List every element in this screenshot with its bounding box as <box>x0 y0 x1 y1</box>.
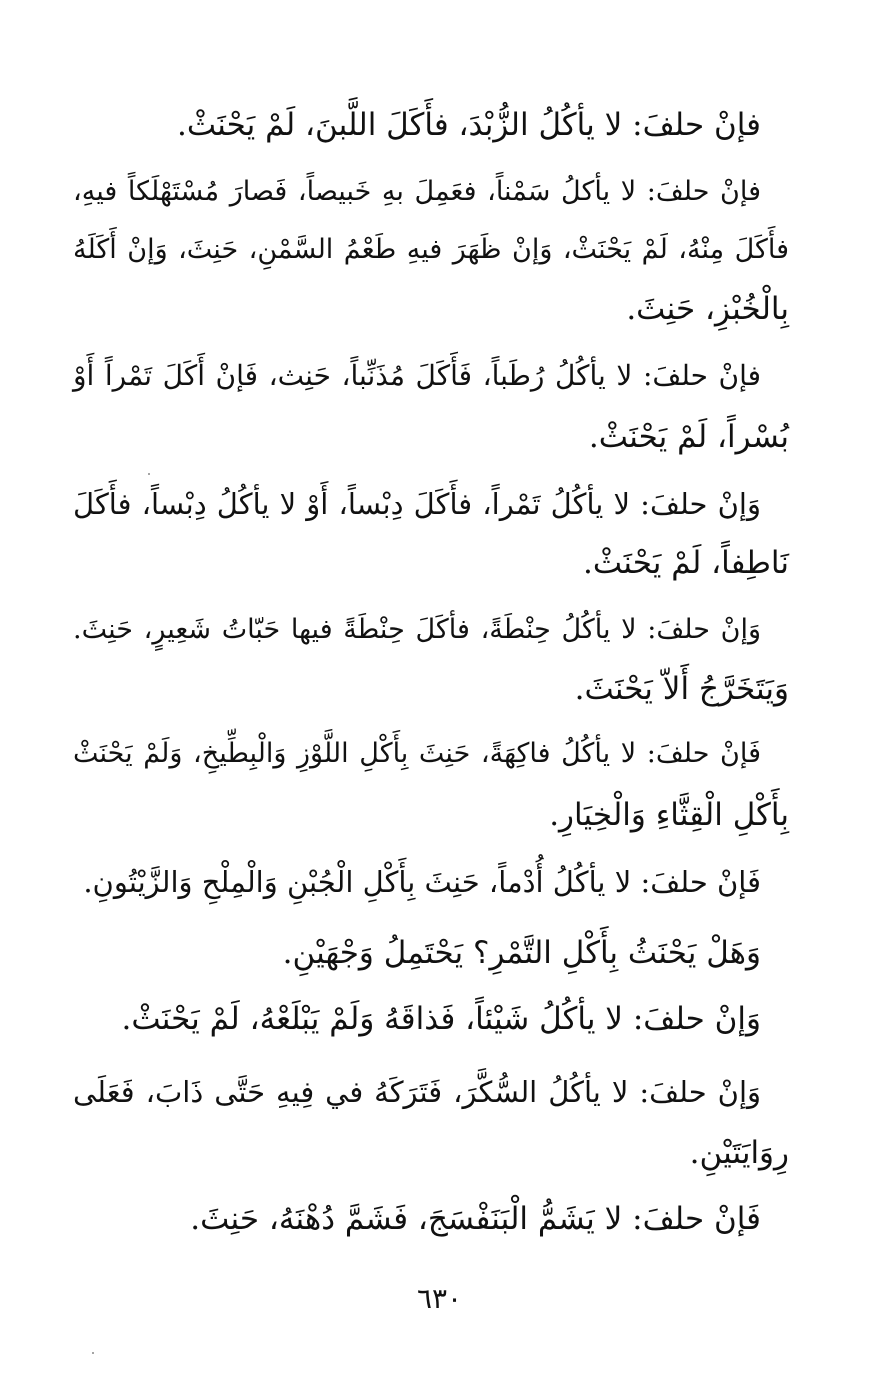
scan-speck <box>92 1352 94 1354</box>
text-line: بُسْراً، لَمْ يَحْنَثْ. <box>588 419 789 455</box>
text-line: فأَكَلَ مِنْهُ، لَمْ يَحْنَثْ، وَإنْ ظَهَرَ فيهِ طَعْمُ السَّمْنِ، حَنِثَ، وَإنْ أَكَلَهُ <box>73 234 789 265</box>
page-number: ٦٣٠ <box>416 1282 463 1315</box>
text-line: وَهَلْ يَحْنَثُ بِأَكْلِ التَّمْرِ؟ يَحْتَمِلُ وَجْهَيْنِ. <box>282 935 761 971</box>
text-line: وَإنْ حلفَ: لا يأكُلُ شَيْئاً، فَذاقَهُ وَلَمْ يَبْلَعْهُ، لَمْ يَحْنَثْ. <box>121 1001 761 1037</box>
text-line: فإنْ حلفَ: لا يأكلُ سَمْناً، فعَمِلَ بهِ خَبيصاً، فَصارَ مُسْتَهْلَكاً فيهِ، <box>73 176 761 207</box>
text-line: بِأَكْلِ الْقِثَّاءِ وَالْخِيَارِ. <box>549 797 789 833</box>
text-line: رِوَايَتَيْنِ. <box>689 1135 789 1171</box>
text-line: بِالْخُبْزِ، حَنِثَ. <box>626 291 789 327</box>
text-line: نَاطِفاً، لَمْ يَحْنَثْ. <box>583 545 789 581</box>
text-line: فَإنْ حلفَ: لا يأكُلُ أُدْماً، حَنِثَ بِأَكْلِ الْجُبْنِ وَالْمِلْحِ وَالزَّيْتُونِ. <box>83 865 761 899</box>
text-line: وَإنْ حلفَ: لا يأكُلُ حِنْطَةً، فأكَلَ حِنْطَةً فيها حَبّاتُ شَعِيرٍ، حَنِثَ. <box>73 614 761 645</box>
scan-speck <box>148 473 150 475</box>
text-line: فإنْ حلفَ: لا يأكُلُ رُطَباً، فَأَكَلَ مُذَنِّباً، حَنِث، فَإنْ أَكَلَ تَمْراً أَوْ <box>73 359 761 392</box>
text-line: وَإنْ حلفَ: لا يأكُلُ السُّكَّرَ، فَتَرَكَهُ في فِيهِ حَتَّى ذَابَ، فَعَلَى <box>73 1075 761 1109</box>
text-line: فَإنْ حلفَ: لا يأكُلُ فاكِهَةً، حَنِثَ بِأَكْلِ اللَّوْزِ وَالْبِطِّيخِ، وَلَمْ يَحْنَثْ <box>73 738 761 769</box>
text-line: فإنْ حلفَ: لا يأكُلُ الزُّبْدَ، فأَكَلَ اللَّبنَ، لَمْ يَحْنَثْ. <box>176 107 761 143</box>
text-line: وَإنْ حلفَ: لا يأكُلُ تَمْراً، فأَكَلَ دِبْساً، أَوْ لا يأكُلُ دِبْساً، فأَكَلَ <box>73 487 761 521</box>
text-line: فَإنْ حلفَ: لا يَشَمُّ الْبَنَفْسَجَ، فَشَمَّ دُهْنَهُ، حَنِثَ. <box>190 1201 761 1237</box>
text-line: وَيَتَخَرَّجُ أَلاّ يَحْنَثَ. <box>574 671 789 707</box>
